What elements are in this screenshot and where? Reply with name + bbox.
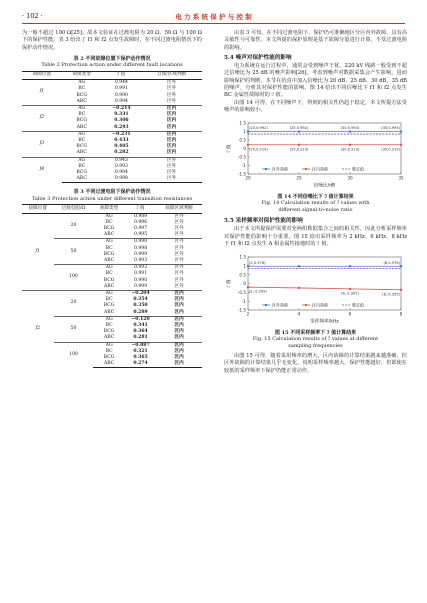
legend-label: 区内故障 bbox=[312, 166, 328, 172]
right-paragraph-5: 由图 15 可得，随着采用频率的增大，区内故障的计算结果越来越准确，但区外故障的计算结果几乎无变化。说明采样频率越大，保护性能越好，但即使在较低的采样频率下保护仍能正常动作。 bbox=[224, 353, 407, 374]
table2-fault-location: f2 bbox=[22, 105, 62, 131]
table3-resistance: 100 bbox=[54, 265, 94, 291]
x-tick-label: 8 bbox=[399, 311, 403, 317]
table3-cell: 区内 bbox=[156, 316, 202, 323]
data-label: (2,-0.209) bbox=[249, 289, 267, 294]
table3-cell: BC bbox=[105, 271, 113, 277]
table2-cell: 0.991 bbox=[114, 86, 128, 92]
table3-cell: AG bbox=[93, 239, 125, 246]
table3-cell: BC bbox=[105, 348, 113, 354]
table3-cell: 区外 bbox=[156, 265, 202, 272]
legend-label: 区内故障 bbox=[312, 302, 328, 308]
data-point bbox=[298, 144, 300, 146]
x-tick-label: 35 bbox=[398, 175, 404, 181]
data-label: (2,0.976) bbox=[249, 261, 266, 266]
data-point bbox=[247, 265, 249, 267]
table3-cell: 区内 bbox=[174, 323, 184, 328]
legend-label: 整定值 bbox=[352, 166, 364, 172]
table3-cell: AG bbox=[93, 342, 125, 349]
table3-cell: 区内 bbox=[174, 309, 184, 315]
data-label: (30,0.219) bbox=[340, 147, 360, 152]
table2-cell: ABC bbox=[76, 124, 87, 130]
table3-cell: 0.990 bbox=[133, 277, 148, 283]
data-label: (25,0.992) bbox=[289, 126, 309, 131]
table2-header-1: 故障类型 bbox=[62, 71, 102, 79]
table3-cell: 区外 bbox=[156, 239, 202, 246]
table3-cell: 区外 bbox=[174, 257, 184, 263]
table3-cell: AG bbox=[93, 290, 125, 297]
right-paragraph-1: 由表 3 可知，在不同过渡电阻下，保护仍可准确地区分区内外故障，具有高灵敏性与可靠性。本文所提的保护原理是基于故障分量进行计算，不受过渡电阻的影响。 bbox=[224, 30, 407, 51]
y-tick-label: 0.5 bbox=[239, 272, 246, 278]
data-label: (20,0.992) bbox=[249, 126, 268, 131]
table3-cell: 0.998 bbox=[133, 245, 148, 251]
x-tick-label: 2 bbox=[246, 311, 250, 317]
table2-header-0: 故障位置 bbox=[22, 71, 62, 79]
table2-fault-location: f1 bbox=[39, 89, 45, 95]
series-line-1 bbox=[248, 287, 401, 290]
y-axis-label: ℐ 值 bbox=[227, 279, 232, 288]
table3-caption bbox=[22, 189, 202, 202]
table2-caption-en: Table 2 Protection action under different fault locations bbox=[41, 62, 183, 69]
table2-cell: 0.943 bbox=[102, 157, 142, 164]
legend-marker bbox=[265, 168, 267, 170]
data-point bbox=[298, 287, 300, 289]
table3-cell: 0.993 bbox=[133, 257, 148, 263]
table3-caption-cn: 表 3 不同过渡电阻下保护动作情况 bbox=[73, 189, 151, 196]
table3-cell: ABC bbox=[103, 309, 115, 315]
table2-cell: 区内 bbox=[166, 150, 177, 156]
table2-cell: BCG bbox=[76, 118, 88, 124]
table3-cell: 0.350 bbox=[133, 303, 148, 309]
table2-cell: BCG bbox=[76, 144, 88, 150]
y-tick-label: 1 bbox=[243, 263, 246, 269]
y-tick-label: -1 bbox=[241, 299, 246, 305]
data-label: (8,0.976) bbox=[383, 261, 400, 266]
table2-fault-location: f4 bbox=[22, 157, 62, 183]
x-axis-label: 采样频率/kHz bbox=[310, 319, 339, 325]
table3-cell: AG bbox=[93, 316, 125, 323]
right-column bbox=[224, 30, 407, 375]
y-tick-label: -1 bbox=[241, 163, 246, 169]
table3-cell: 区外 bbox=[174, 277, 184, 283]
figure-14-caption-en2: different signal-to-noise ratio bbox=[278, 206, 353, 213]
table2-cell: 区外 bbox=[166, 98, 177, 104]
table2-cell: −0.231 bbox=[102, 131, 142, 138]
table2-cell: ABC bbox=[76, 150, 87, 156]
table2-cell: 0.293 bbox=[114, 124, 129, 130]
table3-cell: 区外 bbox=[174, 213, 184, 219]
table2-cell: 区内 bbox=[166, 112, 177, 118]
y-tick-label: 1 bbox=[243, 129, 246, 135]
table3-cell: BCG bbox=[103, 225, 115, 231]
figure-14 bbox=[224, 118, 407, 191]
table2-cell: 区外 bbox=[166, 163, 177, 169]
data-point bbox=[247, 131, 249, 133]
table3-cell: 0.995 bbox=[133, 232, 148, 238]
table2-cell: 0.433 bbox=[114, 137, 129, 143]
table3-cell: BC bbox=[105, 219, 113, 225]
y-tick-label: -0.5 bbox=[237, 290, 246, 296]
data-point bbox=[247, 144, 249, 146]
table3-fault-location: f1 bbox=[35, 248, 41, 254]
table3-cell: 0.321 bbox=[133, 348, 148, 354]
table3-cell: 区外 bbox=[174, 271, 184, 277]
table3-cell: 区内 bbox=[174, 335, 184, 341]
table2-cell: BCG bbox=[76, 92, 88, 98]
table3-cell: 区内 bbox=[174, 355, 184, 361]
data-label: (8,-0.355) bbox=[382, 292, 400, 297]
data-label: (30,0.993) bbox=[340, 126, 360, 131]
y-tick-label: 0.5 bbox=[239, 137, 246, 143]
figure-14-chart bbox=[224, 118, 407, 188]
table2-cell: 区内 bbox=[166, 124, 177, 130]
table2-cell: BC bbox=[78, 137, 86, 143]
page-number: · 102 · bbox=[22, 12, 43, 20]
table3-caption-en: Table 3 Protection action under different transition resistances bbox=[31, 195, 193, 202]
table3-cell: 区外 bbox=[174, 245, 184, 251]
table2-cell: 区外 bbox=[166, 169, 177, 175]
table3-cell: −0.204 bbox=[125, 290, 156, 297]
table3-cell: 0.354 bbox=[133, 297, 148, 303]
table2-cell: 区外 bbox=[166, 80, 177, 86]
table3-resistance: 50 bbox=[54, 316, 94, 342]
table3-cell: 区内 bbox=[156, 290, 202, 297]
table2-cell: 0.282 bbox=[114, 150, 129, 156]
table3-cell: AG bbox=[105, 213, 113, 219]
table3-cell: AG bbox=[93, 265, 125, 272]
journal-title: 电 力 系 统 保 护 与 控 制 bbox=[175, 13, 252, 21]
table3-header-0: 故障位置 bbox=[22, 205, 54, 213]
y-tick-label: -0.5 bbox=[237, 154, 246, 160]
figure-14-caption-en1: Fig. 14 Calculation results of ℐ values with bbox=[261, 200, 370, 207]
y-tick-label: 1.5 bbox=[239, 120, 246, 126]
table2-cell: 0.405 bbox=[114, 144, 129, 150]
x-axis-label: 信噪比/dB bbox=[313, 183, 336, 189]
table3-cell: 0.991 bbox=[133, 271, 148, 277]
table2-fault-location: f3 bbox=[22, 131, 62, 157]
table3-cell: −0.087 bbox=[125, 342, 156, 349]
figure-15 bbox=[224, 252, 407, 327]
table3-cell: 区内 bbox=[174, 303, 184, 309]
table2-cell: AG bbox=[62, 131, 102, 138]
y-axis-label: ℐ 值 bbox=[227, 144, 232, 153]
y-tick-label: 0 bbox=[243, 281, 246, 287]
table2-cell: 区外 bbox=[141, 157, 202, 164]
table2-cell: 0.993 bbox=[114, 163, 128, 169]
data-point bbox=[298, 131, 300, 133]
table2-cell: 0.331 bbox=[114, 112, 129, 118]
data-point bbox=[349, 131, 351, 133]
y-tick-label: 1.5 bbox=[239, 254, 246, 260]
table3-cell: BCG bbox=[103, 329, 115, 335]
table3-header-2: 故障类型 bbox=[93, 205, 125, 213]
table2-cell: 0.994 bbox=[114, 169, 128, 175]
table2-cell: 区内 bbox=[166, 118, 177, 124]
table2-cell: 区内 bbox=[141, 105, 202, 112]
table2-cell: 区外 bbox=[141, 176, 202, 183]
table2-cell: 区外 bbox=[166, 92, 177, 98]
table2-cell: AG bbox=[62, 105, 102, 112]
table3-cell: 区内 bbox=[156, 361, 202, 368]
data-point bbox=[247, 286, 249, 288]
x-tick-label: 4 bbox=[297, 311, 301, 317]
section-5-5-heading: 5.5 采样频率对保护性能的影响 bbox=[224, 218, 303, 225]
table3 bbox=[22, 204, 202, 368]
legend-label: 整定值 bbox=[352, 302, 364, 308]
table3-cell: BC bbox=[105, 323, 113, 328]
table3-cell: 区内 bbox=[174, 329, 184, 335]
page-header bbox=[22, 12, 405, 24]
table3-cell: 0.274 bbox=[125, 361, 156, 368]
table3-resistance: 20 bbox=[70, 222, 77, 228]
figure-15-caption-cn: 图 15 不同采样频率下 ℐ 值计算结果 bbox=[274, 329, 357, 336]
data-point bbox=[349, 265, 351, 267]
table3-header-3: ℐ 值 bbox=[125, 205, 156, 213]
table3-cell: 0.364 bbox=[133, 329, 148, 335]
table3-cell: 区外 bbox=[174, 283, 184, 289]
table3-header-1: 过渡电阻/Ω bbox=[54, 205, 94, 213]
x-tick-label: 6 bbox=[348, 311, 352, 317]
table3-cell: 0.992 bbox=[125, 265, 156, 272]
table2-cell: ABC bbox=[62, 176, 102, 183]
table3-resistance: 50 bbox=[54, 239, 94, 265]
data-point bbox=[400, 131, 402, 133]
table3-cell: 区外 bbox=[174, 232, 184, 238]
table3-cell: BCG bbox=[103, 251, 115, 257]
table3-cell: 0.341 bbox=[133, 323, 148, 328]
table3-resistance: 20 bbox=[54, 290, 94, 316]
table3-cell: 区内 bbox=[156, 342, 202, 349]
figure-15-caption-en1: Fig. 15 Calculation results of ℐ values at different bbox=[252, 336, 379, 343]
legend-label: 区外故障 bbox=[272, 166, 288, 172]
table2-caption bbox=[22, 56, 202, 69]
table3-cell: BCG bbox=[103, 303, 115, 309]
y-tick-label: 0 bbox=[243, 146, 246, 152]
table3-cell: 区内 bbox=[174, 297, 184, 303]
table2-cell: AG bbox=[62, 157, 102, 164]
table2-cell: −0.214 bbox=[102, 105, 142, 112]
table3-cell: ABC bbox=[103, 257, 115, 263]
x-tick-label: 20 bbox=[245, 175, 251, 181]
table3-cell: 0.999 bbox=[133, 251, 148, 257]
table3-cell: 区内 bbox=[174, 348, 184, 354]
data-label: (35,0.993) bbox=[381, 126, 400, 131]
table3-cell: BC bbox=[105, 297, 113, 303]
data-label: (20,0.219) bbox=[249, 147, 268, 152]
table3-cell: BCG bbox=[103, 355, 115, 361]
table2-cell: BCG bbox=[76, 169, 88, 175]
table3-cell: 0.999 bbox=[133, 283, 148, 289]
table2-caption-cn: 表 2 不同故障位置下保护动作情况 bbox=[73, 55, 151, 62]
section-5-4-heading: 5.4 噪声对保护性能的影响 bbox=[224, 54, 292, 61]
data-point bbox=[349, 288, 351, 290]
table2-cell: 区内 bbox=[141, 131, 202, 138]
table2-cell: 0.306 bbox=[114, 118, 129, 124]
table3-header-4: 故障区域判断 bbox=[156, 205, 202, 213]
table2-cell: BC bbox=[78, 163, 86, 169]
right-paragraph-3: 由图 14 可得，在不同噪声下，得到的相关性仍趋于稳定，本文所提方法受噪声的影响较小。 bbox=[224, 99, 407, 113]
table3-cell: 0.281 bbox=[133, 335, 148, 341]
table3-cell: 0.996 bbox=[133, 219, 148, 225]
table3-cell: 区外 bbox=[174, 225, 184, 231]
table2-cell: AG bbox=[78, 80, 86, 86]
table2-header-2: ℐ 值 bbox=[102, 71, 142, 79]
y-tick-label: -1.5 bbox=[237, 307, 246, 313]
table2-cell: 区内 bbox=[166, 137, 177, 143]
table3-cell: 0.997 bbox=[133, 225, 148, 231]
legend-label: 区外故障 bbox=[272, 302, 288, 308]
table3-cell: ABC bbox=[93, 361, 125, 368]
table3-cell: ABC bbox=[103, 283, 115, 289]
table3-cell: 0.289 bbox=[133, 309, 148, 315]
figure-14-caption bbox=[224, 194, 407, 214]
table2-cell: 0.994 bbox=[114, 98, 128, 104]
data-label: (6,-0.305) bbox=[341, 291, 359, 296]
table3-cell: 0.990 bbox=[125, 239, 156, 246]
table2-cell: 0.990 bbox=[114, 92, 128, 98]
table3-cell: 区外 bbox=[174, 251, 184, 257]
table2-cell: BC bbox=[78, 112, 86, 118]
table3-cell: 0.365 bbox=[133, 355, 148, 361]
legend-marker bbox=[305, 168, 307, 170]
data-label: (35,0.219) bbox=[381, 147, 400, 152]
table3-cell: 0.989 bbox=[133, 213, 148, 219]
table2-cell: 区外 bbox=[166, 86, 177, 92]
right-paragraph-4: 由于本文所提保护需要对充两组数据集合之间的相关性，因此分析采样频率对保护性能的影响十分重要。图 15 给出采样频率为 2 kHz、6 kHz、8 kHz 下 f1 和 f2 点发生 A 相金属性接地时的 ℐ 值。 bbox=[224, 226, 407, 247]
data-label: (25,0.219) bbox=[289, 147, 309, 152]
table3-cell: ABC bbox=[103, 335, 115, 341]
x-tick-label: 30 bbox=[347, 175, 353, 181]
right-paragraph-2: 电力系统在运行过程中，通常会受到噪声干扰，220 kV 线路一般受到不超过信噪比为 25 dB 的噪声影响[26]。考虑到噪声对数据采集会产生影响，进而影响保护的判断，本节在仿真中加入信噪比为 20 dB、25 dB、30 dB、35 dB 的噪声，分析其对保护性能的影响。图 14 给出不同信噪比下 f1 和 f2 点发生 BC 金属性故障时的 ℐ 值。 bbox=[224, 63, 407, 99]
data-point bbox=[298, 265, 300, 267]
header-rule bbox=[22, 23, 405, 24]
table2 bbox=[22, 71, 202, 183]
table3-cell: −0.120 bbox=[125, 316, 156, 323]
table2-row bbox=[22, 131, 202, 138]
table3-cell: 区外 bbox=[174, 219, 184, 225]
table3-resistance: 100 bbox=[54, 342, 94, 368]
table2-cell: 0.944 bbox=[114, 80, 128, 86]
table2-header-3: 自保/区域判断 bbox=[141, 71, 202, 79]
data-point bbox=[349, 144, 351, 146]
figure-15-caption bbox=[224, 330, 407, 350]
x-tick-label: 25 bbox=[296, 175, 302, 181]
figure-15-caption-en2: sampling frequencies bbox=[288, 342, 343, 349]
legend-marker bbox=[265, 304, 267, 306]
table2-row bbox=[22, 157, 202, 164]
data-point bbox=[400, 289, 402, 291]
table2-cell: 0.998 bbox=[102, 176, 142, 183]
table3-cell: BC bbox=[105, 245, 113, 251]
table3-fault-location: f2 bbox=[22, 290, 54, 367]
figure-14-caption-cn: 图 14 不同信噪比下 ℐ 值计算结果 bbox=[277, 193, 354, 200]
y-tick-label: -1.5 bbox=[237, 171, 246, 177]
figure-15-chart bbox=[224, 252, 407, 324]
data-point bbox=[400, 144, 402, 146]
legend-marker bbox=[305, 304, 307, 306]
data-point bbox=[400, 265, 402, 267]
left-paragraph-1: 为一般不超过 100 Ω[25]。故本文验证在过渡电阻为 20 Ω、50 Ω 与 100 Ω 下的保护性能。表 3 给出了 f1 和 f2 点发生故障时，在不同过渡电阻情况下的保护动作情况。 bbox=[22, 30, 202, 51]
table3-cell: BCG bbox=[103, 277, 115, 283]
table3-cell: ABC bbox=[103, 232, 115, 238]
table2-cell: 区内 bbox=[166, 144, 177, 150]
table2-cell: ABC bbox=[76, 98, 87, 104]
table3-row bbox=[22, 213, 202, 220]
table2-cell: BC bbox=[78, 86, 86, 92]
left-column bbox=[22, 30, 202, 368]
